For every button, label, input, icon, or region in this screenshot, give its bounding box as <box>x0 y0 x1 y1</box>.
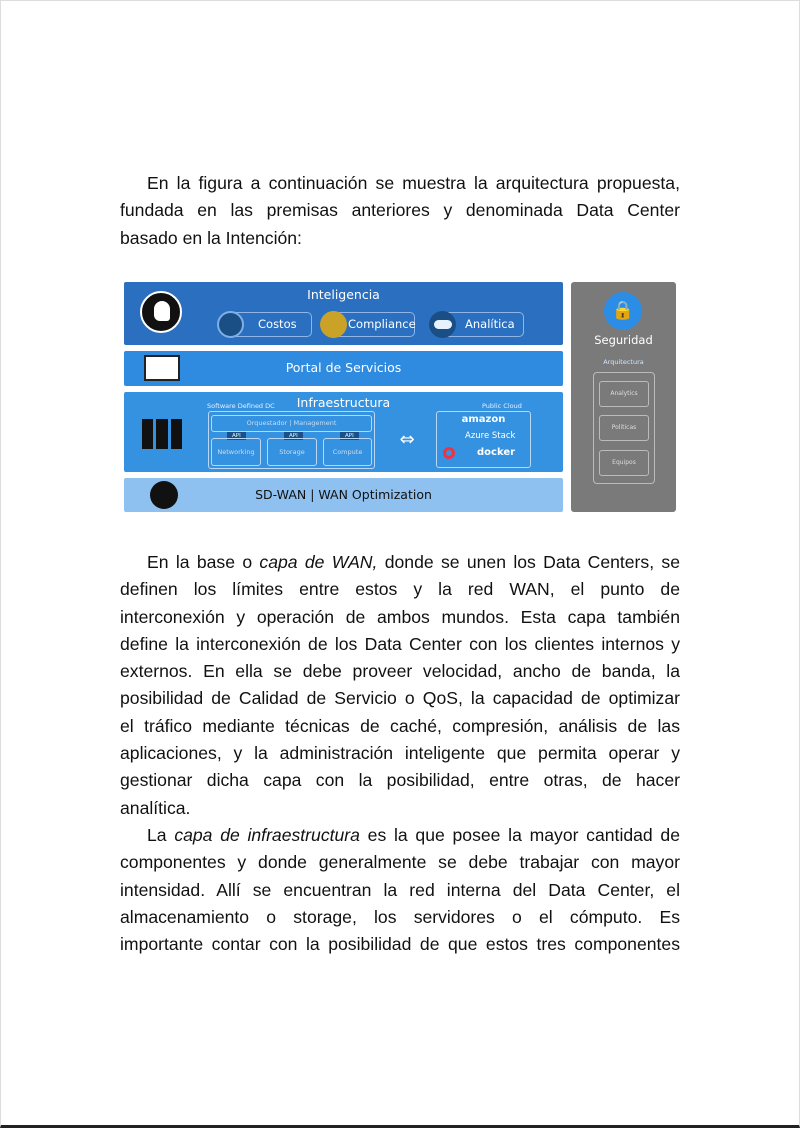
analitica-pill <box>434 312 524 337</box>
text-line <box>120 713 680 740</box>
text-line <box>120 197 680 224</box>
text-line <box>120 658 680 685</box>
text-run: fundada en las premisas anteriores y denominada Data Center <box>120 200 680 221</box>
text-run: La <box>147 825 175 845</box>
text-run: es la que posee la mayor cantidad de <box>359 825 681 845</box>
amazon-logo: amazon <box>461 414 506 425</box>
docker-logo: docker <box>477 447 516 458</box>
text-run: donde se unen los Data Centers, se <box>377 552 680 572</box>
public-cloud-box <box>436 411 531 468</box>
text-line <box>120 931 680 958</box>
text-run: gestionar dicha capa con la posibilidad, entre otras, de hacer <box>120 770 680 791</box>
italic-term: capa de infraestructura <box>174 825 360 845</box>
paragraph-wan-layer <box>120 549 680 822</box>
italic-term: capa de WAN, <box>259 552 378 572</box>
public-cloud-label: Public Cloud <box>482 402 522 410</box>
api-badge: API <box>284 432 303 440</box>
text-run: externos. En ella se debe proveer velocidad, ancho de banda, la <box>120 661 680 682</box>
layer-inteligencia <box>124 282 563 345</box>
architecture-label: Arquitectura <box>603 358 644 366</box>
cloud-icon <box>429 311 456 338</box>
text-run: basado en la Intención: <box>120 227 302 248</box>
layer-portal <box>124 351 563 386</box>
text-line <box>120 849 680 876</box>
text-line <box>120 767 680 794</box>
lock-icon: 🔒 <box>604 292 642 330</box>
text-run: definen los límites entre estos y la red WAN, el punto de <box>120 579 680 600</box>
text-run: En la base o <box>147 552 260 572</box>
secure-bidirectional-arrow-icon: ⇔ <box>399 429 415 450</box>
costos-pill <box>222 312 312 337</box>
architecture-figure <box>124 282 676 512</box>
security-panel <box>571 282 676 512</box>
text-run: el tráfico mediante técnicas de caché, compresión, análisis de las <box>120 715 680 736</box>
api-badge: API <box>227 432 246 440</box>
layer-title: Portal de Servicios <box>285 360 402 375</box>
text-run: componentes y donde generalmente se debe trabajar con mayor <box>120 852 680 873</box>
azure-stack-logo: Azure Stack <box>465 431 516 441</box>
costos-label: Costos <box>258 317 297 331</box>
text-run: intensidad. Allí se encuentran la red interna del Data Center, el <box>120 879 680 900</box>
text-run: En la figura a continuación se muestra la arquitectura propuesta, <box>147 173 680 193</box>
layer-title: Inteligencia <box>307 287 380 302</box>
text-run: almacenamiento o storage, los servidores o el cómputo. Es <box>120 906 680 927</box>
orchestrator-box: Orquestador | Management <box>211 415 372 432</box>
text-run: analítica. <box>120 797 191 818</box>
networking-box: Networking <box>211 438 261 466</box>
compute-box: Compute <box>323 438 372 466</box>
security-title: Seguridad <box>594 333 653 347</box>
text-line <box>120 740 680 767</box>
layer-title: SD-WAN | WAN Optimization <box>255 487 432 502</box>
storage-box: Storage <box>267 438 317 466</box>
text-line <box>120 576 680 603</box>
politicas-box: Politicas <box>599 415 649 441</box>
paragraph-intro <box>120 170 680 252</box>
gauge-icon <box>217 311 244 338</box>
text-line <box>120 685 680 712</box>
text-run: aplicaciones, y la administración inteligente que permita operar y <box>120 743 680 764</box>
compliance-pill <box>325 312 415 337</box>
chrome-icon <box>443 447 455 459</box>
paragraph-infra-layer <box>120 822 680 958</box>
text-line <box>120 877 680 904</box>
sddc-label: Software Defined DC <box>207 402 275 410</box>
analitica-label: Analítica <box>465 317 515 331</box>
layer-infraestructura <box>124 392 563 472</box>
server-rack-icon <box>142 419 182 449</box>
text-run: posibilidad de Calidad de Servicio o QoS, la capacidad de optimizar <box>120 688 680 709</box>
text-run: define la interconexión de los Data Center con los clientes internos y <box>120 633 680 654</box>
compliance-label: Compliance <box>348 317 416 331</box>
text-line <box>120 822 680 849</box>
text-run: importante contar con la posibilidad de que estos tres componentes <box>120 934 680 955</box>
text-line <box>120 631 680 658</box>
text-line <box>120 225 680 252</box>
layer-wan <box>124 478 563 512</box>
text-line <box>120 795 680 822</box>
layer-title: Infraestructura <box>296 395 391 410</box>
fingerprint-icon <box>320 311 347 338</box>
text-line <box>120 904 680 931</box>
equipos-box: Equipos <box>599 450 649 476</box>
text-run: interconexión y operación de ambos mundos. Esta capa también <box>120 606 680 627</box>
text-line <box>120 549 680 576</box>
text-line <box>120 604 680 631</box>
api-badge: API <box>340 432 359 440</box>
text-line <box>120 170 680 197</box>
analytics-box: Analytics <box>599 381 649 407</box>
